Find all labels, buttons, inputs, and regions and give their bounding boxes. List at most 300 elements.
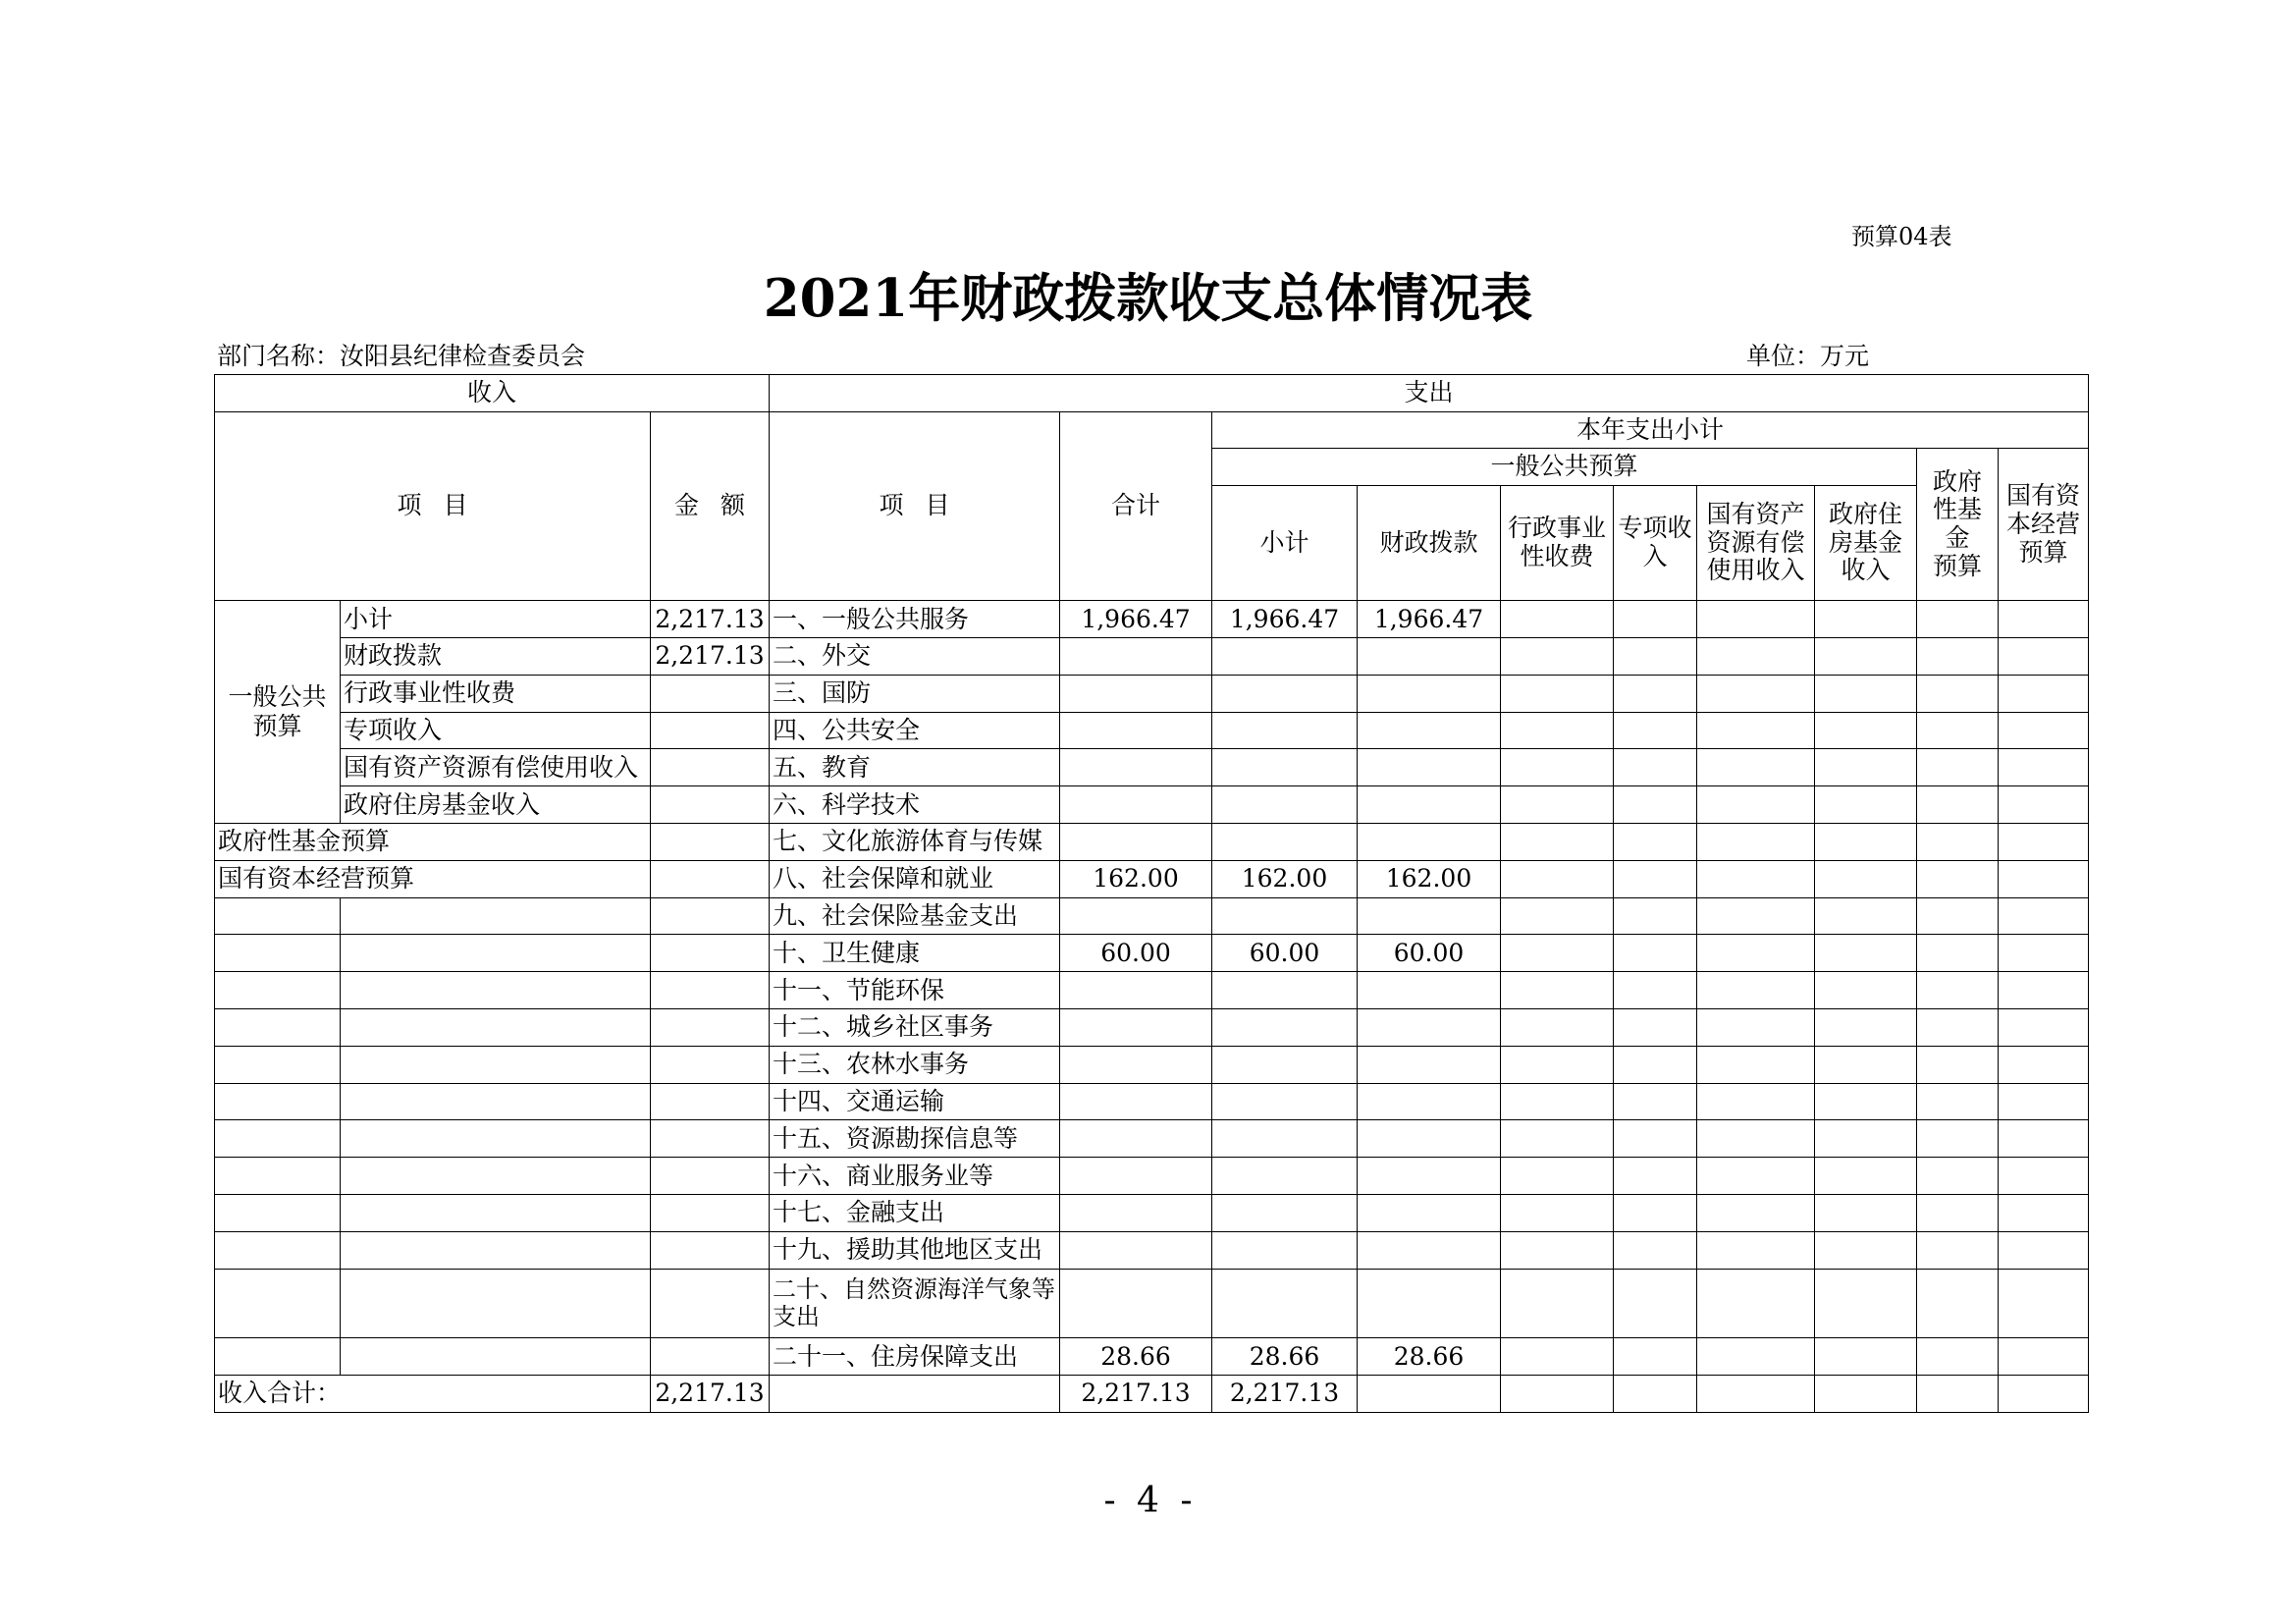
special-income-cell: [1614, 675, 1697, 712]
income-amount: [651, 675, 770, 712]
state-capital-budget-cell: [1999, 1376, 2089, 1413]
table-row: [215, 823, 2089, 860]
header-expense-total: 合计: [1060, 411, 1212, 601]
expense-item: 十六、商业服务业等: [770, 1158, 1060, 1195]
header-line: 性收费: [1520, 541, 1594, 570]
housing-fund-cell: [1815, 601, 1917, 638]
state-asset-cell: [1697, 1120, 1815, 1158]
state-capital-budget-cell: [1999, 786, 2089, 824]
income-item: 行政事业性收费: [341, 675, 651, 712]
state-asset-cell: [1697, 1376, 1815, 1413]
state-asset-cell: [1697, 601, 1815, 638]
expense-subtotal-cell: [1212, 749, 1358, 786]
admin-fee-cell: [1501, 786, 1614, 824]
housing-fund-cell: [1815, 1231, 1917, 1269]
gov-fund-budget-cell: [1917, 1231, 1999, 1269]
fiscal-allocation-cell: [1358, 972, 1501, 1009]
special-income-cell: [1614, 637, 1697, 675]
header-housing-fund: [1815, 485, 1917, 600]
expense-total-cell: 60.00: [1060, 935, 1212, 972]
income-amount: [651, 1120, 770, 1158]
gov-fund-budget-cell: [1917, 860, 1999, 897]
income-group-general-budget: 一般公共预算: [215, 601, 341, 824]
income-amount: [651, 1231, 770, 1269]
header-line: 入: [1642, 541, 1668, 570]
income-amount: [651, 712, 770, 749]
income-item: [341, 972, 651, 1009]
gov-fund-budget-cell: [1917, 1120, 1999, 1158]
table-row: [215, 1158, 2089, 1195]
expense-item: 十三、农林水事务: [770, 1046, 1060, 1083]
gov-fund-budget-cell: [1917, 1008, 1999, 1046]
income-item: 专项收入: [341, 712, 651, 749]
special-income-cell: [1614, 860, 1697, 897]
income-group-cell: [215, 935, 341, 972]
expense-total-cell: [1060, 1231, 1212, 1269]
income-amount: [651, 749, 770, 786]
expense-subtotal-cell: [1212, 1269, 1358, 1338]
department-label: 部门名称：汝阳县纪律检查委员会: [217, 342, 586, 370]
table-row: [215, 860, 2089, 897]
income-group-cell: [215, 1083, 341, 1120]
total-row: [215, 1376, 2089, 1413]
gov-fund-budget-cell: [1917, 1194, 1999, 1231]
fiscal-allocation-cell: [1358, 1269, 1501, 1338]
state-asset-cell: [1697, 712, 1815, 749]
special-income-cell: [1614, 823, 1697, 860]
expense-total-cell: 2,217.13: [1060, 1376, 1212, 1413]
housing-fund-cell: [1815, 1046, 1917, 1083]
state-asset-cell: [1697, 823, 1815, 860]
header-line: 专项收: [1618, 514, 1692, 543]
expense-subtotal-cell: [1212, 897, 1358, 935]
admin-fee-cell: [1501, 1046, 1614, 1083]
housing-fund-cell: [1815, 897, 1917, 935]
admin-fee-cell: [1501, 675, 1614, 712]
state-capital-budget-cell: [1999, 1083, 2089, 1120]
expense-total-cell: [1060, 675, 1212, 712]
income-group-cell: [215, 972, 341, 1009]
expense-item: [770, 1269, 1060, 1338]
state-capital-budget-cell: [1999, 1194, 2089, 1231]
gov-fund-budget-cell: [1917, 712, 1999, 749]
expense-total-cell: [1060, 1008, 1212, 1046]
income-amount: [651, 1158, 770, 1195]
fiscal-allocation-cell: [1358, 712, 1501, 749]
special-income-cell: [1614, 972, 1697, 1009]
income-amount: [651, 860, 770, 897]
state-asset-cell: [1697, 1083, 1815, 1120]
expense-subtotal-cell: [1212, 1008, 1358, 1046]
header-line: 性基金: [1932, 495, 1982, 553]
page-number: - 4 -: [1103, 1481, 1193, 1521]
header-special-income: [1614, 485, 1697, 600]
header-line: 使用收入: [1706, 556, 1805, 585]
header-line: 政府: [1932, 466, 1982, 496]
expense-item: 一、一般公共服务: [770, 601, 1060, 638]
income-group-cell: [215, 897, 341, 935]
gov-fund-budget-cell: [1917, 1269, 1999, 1338]
expense-total-cell: 1,966.47: [1060, 601, 1212, 638]
admin-fee-cell: [1501, 1008, 1614, 1046]
header-gov-fund-budget: [1917, 449, 1999, 601]
state-capital-budget-cell: [1999, 712, 2089, 749]
expense-total-cell: [1060, 1120, 1212, 1158]
header-expense: 支出: [770, 375, 2089, 412]
housing-fund-cell: [1815, 1008, 1917, 1046]
fiscal-allocation-cell: [1358, 897, 1501, 935]
housing-fund-cell: [1815, 1269, 1917, 1338]
special-income-cell: [1614, 1046, 1697, 1083]
header-general-public-budget: 一般公共预算: [1212, 449, 1917, 486]
income-amount: [651, 935, 770, 972]
expense-subtotal-cell: [1212, 1194, 1358, 1231]
gov-fund-budget-cell: [1917, 1158, 1999, 1195]
admin-fee-cell: [1501, 637, 1614, 675]
gov-fund-budget-cell: [1917, 786, 1999, 824]
special-income-cell: [1614, 1194, 1697, 1231]
header-line: 国有资: [2006, 481, 2081, 511]
housing-fund-cell: [1815, 860, 1917, 897]
table-row: [215, 1231, 2089, 1269]
gov-fund-budget-cell: [1917, 897, 1999, 935]
header-income-item: 项 目: [215, 411, 651, 601]
state-asset-cell: [1697, 1269, 1815, 1338]
fiscal-allocation-cell: [1358, 1046, 1501, 1083]
housing-fund-cell: [1815, 1083, 1917, 1120]
special-income-cell: [1614, 749, 1697, 786]
income-item: 政府性基金预算: [215, 823, 651, 860]
expense-subtotal-cell: [1212, 1231, 1358, 1269]
gov-fund-budget-cell: [1917, 675, 1999, 712]
state-asset-cell: [1697, 1158, 1815, 1195]
gov-fund-budget-cell: [1917, 1338, 1999, 1376]
state-capital-budget-cell: [1999, 972, 2089, 1009]
expense-total-cell: [1060, 712, 1212, 749]
expense-subtotal-cell: [1212, 637, 1358, 675]
form-number: 预算04表: [1851, 223, 1952, 250]
expense-item: 十、卫生健康: [770, 935, 1060, 972]
state-capital-budget-cell: [1999, 1231, 2089, 1269]
header-line: 资源有偿: [1706, 527, 1805, 557]
state-capital-budget-cell: [1999, 935, 2089, 972]
admin-fee-cell: [1501, 1120, 1614, 1158]
special-income-cell: [1614, 1338, 1697, 1376]
gov-fund-budget-cell: [1917, 935, 1999, 972]
fiscal-allocation-cell: 1,966.47: [1358, 601, 1501, 638]
expense-total-cell: 28.66: [1060, 1338, 1212, 1376]
header-income: 收入: [215, 375, 770, 412]
admin-fee-cell: [1501, 1376, 1614, 1413]
state-asset-cell: [1697, 637, 1815, 675]
budget-table: [214, 374, 2089, 1413]
table-row: [215, 601, 2089, 638]
gov-fund-budget-cell: [1917, 972, 1999, 1009]
income-amount: 2,217.13: [651, 637, 770, 675]
housing-fund-cell: [1815, 823, 1917, 860]
header-subtotal: 小计: [1212, 485, 1358, 600]
admin-fee-cell: [1501, 1194, 1614, 1231]
income-group-cell: [215, 1008, 341, 1046]
special-income-cell: [1614, 1158, 1697, 1195]
table-row: [215, 1008, 2089, 1046]
special-income-cell: [1614, 897, 1697, 935]
expense-subtotal-cell: [1212, 1083, 1358, 1120]
state-asset-cell: [1697, 935, 1815, 972]
expense-item: 二十一、住房保障支出: [770, 1338, 1060, 1376]
expense-total-cell: [1060, 786, 1212, 824]
state-asset-cell: [1697, 897, 1815, 935]
state-capital-budget-cell: [1999, 749, 2089, 786]
table-row: [215, 972, 2089, 1009]
expense-total-cell: 162.00: [1060, 860, 1212, 897]
header-line: 本经营: [2006, 509, 2081, 538]
header-line: 收入: [1841, 556, 1891, 585]
state-capital-budget-cell: [1999, 1158, 2089, 1195]
admin-fee-cell: [1501, 749, 1614, 786]
table-row: [215, 897, 2089, 935]
housing-fund-cell: [1815, 935, 1917, 972]
state-capital-budget-cell: [1999, 637, 2089, 675]
gov-fund-budget-cell: [1917, 1046, 1999, 1083]
state-asset-cell: [1697, 749, 1815, 786]
fiscal-allocation-cell: 28.66: [1358, 1338, 1501, 1376]
expense-subtotal-cell: 60.00: [1212, 935, 1358, 972]
income-group-cell: [215, 1269, 341, 1338]
state-asset-cell: [1697, 675, 1815, 712]
expense-item: 十一、节能环保: [770, 972, 1060, 1009]
table-row: [215, 712, 2089, 749]
expense-total-cell: [1060, 972, 1212, 1009]
housing-fund-cell: [1815, 637, 1917, 675]
special-income-cell: [1614, 601, 1697, 638]
income-amount: [651, 823, 770, 860]
expense-item: 十四、交通运输: [770, 1083, 1060, 1120]
admin-fee-cell: [1501, 601, 1614, 638]
expense-total-cell: [1060, 1046, 1212, 1083]
expense-subtotal-cell: 1,966.47: [1212, 601, 1358, 638]
state-capital-budget-cell: [1999, 1046, 2089, 1083]
income-item: [341, 1083, 651, 1120]
income-item: 政府住房基金收入: [341, 786, 651, 824]
admin-fee-cell: [1501, 712, 1614, 749]
fiscal-allocation-cell: [1358, 675, 1501, 712]
expense-subtotal-cell: [1212, 823, 1358, 860]
expense-total-cell: [1060, 1194, 1212, 1231]
state-asset-cell: [1697, 972, 1815, 1009]
header-line: 国有资产: [1706, 499, 1805, 528]
expense-subtotal-cell: [1212, 1158, 1358, 1195]
expense-item: 九、社会保险基金支出: [770, 897, 1060, 935]
income-item: 小计: [341, 601, 651, 638]
header-line: 政府住: [1828, 499, 1902, 528]
expense-total-cell: [1060, 749, 1212, 786]
state-capital-budget-cell: [1999, 1120, 2089, 1158]
expense-item: [770, 1376, 1060, 1413]
expense-item: 八、社会保障和就业: [770, 860, 1060, 897]
income-total-amount: 2,217.13: [651, 1376, 770, 1413]
housing-fund-cell: [1815, 712, 1917, 749]
expense-total-cell: [1060, 823, 1212, 860]
expense-item: 十七、金融支出: [770, 1194, 1060, 1231]
income-group-cell: [215, 1338, 341, 1376]
header-row: [215, 411, 2089, 449]
income-amount: [651, 1008, 770, 1046]
expense-item: 十二、城乡社区事务: [770, 1008, 1060, 1046]
income-amount: [651, 1083, 770, 1120]
gov-fund-budget-cell: [1917, 823, 1999, 860]
admin-fee-cell: [1501, 1231, 1614, 1269]
special-income-cell: [1614, 1269, 1697, 1338]
expense-item: 七、文化旅游体育与传媒: [770, 823, 1060, 860]
gov-fund-budget-cell: [1917, 1083, 1999, 1120]
fiscal-allocation-cell: [1358, 823, 1501, 860]
expense-total-cell: [1060, 1083, 1212, 1120]
table-row: [215, 1046, 2089, 1083]
special-income-cell: [1614, 712, 1697, 749]
gov-fund-budget-cell: [1917, 637, 1999, 675]
expense-subtotal-cell: 162.00: [1212, 860, 1358, 897]
income-amount: [651, 972, 770, 1009]
income-item: [341, 1046, 651, 1083]
expense-item: 十九、援助其他地区支出: [770, 1231, 1060, 1269]
expense-item: 四、公共安全: [770, 712, 1060, 749]
expense-total-cell: [1060, 637, 1212, 675]
expense-item: 十五、资源勘探信息等: [770, 1120, 1060, 1158]
admin-fee-cell: [1501, 1158, 1614, 1195]
fiscal-allocation-cell: [1358, 1158, 1501, 1195]
expense-subtotal-cell: [1212, 786, 1358, 824]
housing-fund-cell: [1815, 1338, 1917, 1376]
income-group-cell: [215, 1231, 341, 1269]
special-income-cell: [1614, 1376, 1697, 1413]
income-amount: [651, 897, 770, 935]
admin-fee-cell: [1501, 1083, 1614, 1120]
expense-total-cell: [1060, 897, 1212, 935]
income-item: [341, 935, 651, 972]
expense-total-cell: [1060, 1158, 1212, 1195]
state-asset-cell: [1697, 786, 1815, 824]
state-capital-budget-cell: [1999, 1338, 2089, 1376]
income-item: 国有资本经营预算: [215, 860, 651, 897]
header-state-asset: [1697, 485, 1815, 600]
state-capital-budget-cell: [1999, 823, 2089, 860]
header-admin-fee: [1501, 485, 1614, 600]
income-item: 国有资产资源有偿使用收入: [341, 749, 651, 786]
income-item: [341, 897, 651, 935]
table-row: [215, 1269, 2089, 1338]
fiscal-allocation-cell: 162.00: [1358, 860, 1501, 897]
header-line: 预算: [2018, 537, 2068, 567]
income-item: [341, 1338, 651, 1376]
special-income-cell: [1614, 786, 1697, 824]
admin-fee-cell: [1501, 897, 1614, 935]
income-item: [341, 1008, 651, 1046]
income-group-cell: [215, 1046, 341, 1083]
page-title: 2021年财政拨款收支总体情况表: [763, 268, 1533, 329]
table-row: [215, 786, 2089, 824]
income-group-cell: [215, 1158, 341, 1195]
state-asset-cell: [1697, 1338, 1815, 1376]
income-amount: [651, 1046, 770, 1083]
income-item: [341, 1194, 651, 1231]
income-group-cell: [215, 1120, 341, 1158]
state-capital-budget-cell: [1999, 1008, 2089, 1046]
expense-subtotal-cell: [1212, 675, 1358, 712]
admin-fee-cell: [1501, 860, 1614, 897]
expense-subtotal-cell: 2,217.13: [1212, 1376, 1358, 1413]
expense-item: 六、科学技术: [770, 786, 1060, 824]
income-amount: [651, 1338, 770, 1376]
header-state-capital-budget: [1999, 449, 2089, 601]
income-group-cell: [215, 1194, 341, 1231]
housing-fund-cell: [1815, 972, 1917, 1009]
header-line: 房基金: [1828, 527, 1902, 557]
state-capital-budget-cell: [1999, 601, 2089, 638]
expense-item: 二、外交: [770, 637, 1060, 675]
state-capital-budget-cell: [1999, 675, 2089, 712]
header-fiscal-allocation: 财政拨款: [1358, 485, 1501, 600]
table-row: [215, 749, 2089, 786]
fiscal-allocation-cell: [1358, 1376, 1501, 1413]
table-row: [215, 637, 2089, 675]
income-total-label: 收入合计：: [215, 1376, 651, 1413]
unit-label: 单位：万元: [1746, 342, 1870, 370]
table-row: [215, 675, 2089, 712]
income-amount: [651, 1194, 770, 1231]
header-income-amount: 金 额: [651, 411, 770, 601]
housing-fund-cell: [1815, 1194, 1917, 1231]
housing-fund-cell: [1815, 749, 1917, 786]
state-capital-budget-cell: [1999, 1269, 2089, 1338]
expense-item: 三、国防: [770, 675, 1060, 712]
special-income-cell: [1614, 935, 1697, 972]
expense-item-text: 二十、自然资源海洋气象等支出: [773, 1274, 1055, 1331]
fiscal-allocation-cell: [1358, 1194, 1501, 1231]
gov-fund-budget-cell: [1917, 1376, 1999, 1413]
header-line: 预算: [1932, 551, 1982, 580]
expense-subtotal-cell: [1212, 972, 1358, 1009]
expense-subtotal-cell: 28.66: [1212, 1338, 1358, 1376]
state-capital-budget-cell: [1999, 860, 2089, 897]
state-asset-cell: [1697, 1008, 1815, 1046]
housing-fund-cell: [1815, 675, 1917, 712]
income-amount: 2,217.13: [651, 601, 770, 638]
income-item: [341, 1158, 651, 1195]
fiscal-allocation-cell: [1358, 786, 1501, 824]
fiscal-allocation-cell: [1358, 1120, 1501, 1158]
fiscal-allocation-cell: 60.00: [1358, 935, 1501, 972]
table-row: [215, 1083, 2089, 1120]
fiscal-allocation-cell: [1358, 1083, 1501, 1120]
header-line: 行政事业: [1507, 514, 1606, 543]
fiscal-allocation-cell: [1358, 1231, 1501, 1269]
table-row: [215, 1338, 2089, 1376]
fiscal-allocation-cell: [1358, 637, 1501, 675]
expense-subtotal-cell: [1212, 1046, 1358, 1083]
gov-fund-budget-cell: [1917, 601, 1999, 638]
income-item: [341, 1269, 651, 1338]
special-income-cell: [1614, 1008, 1697, 1046]
expense-subtotal-cell: [1212, 712, 1358, 749]
income-item: [341, 1120, 651, 1158]
housing-fund-cell: [1815, 786, 1917, 824]
housing-fund-cell: [1815, 1120, 1917, 1158]
state-capital-budget-cell: [1999, 897, 2089, 935]
special-income-cell: [1614, 1231, 1697, 1269]
special-income-cell: [1614, 1083, 1697, 1120]
admin-fee-cell: [1501, 972, 1614, 1009]
